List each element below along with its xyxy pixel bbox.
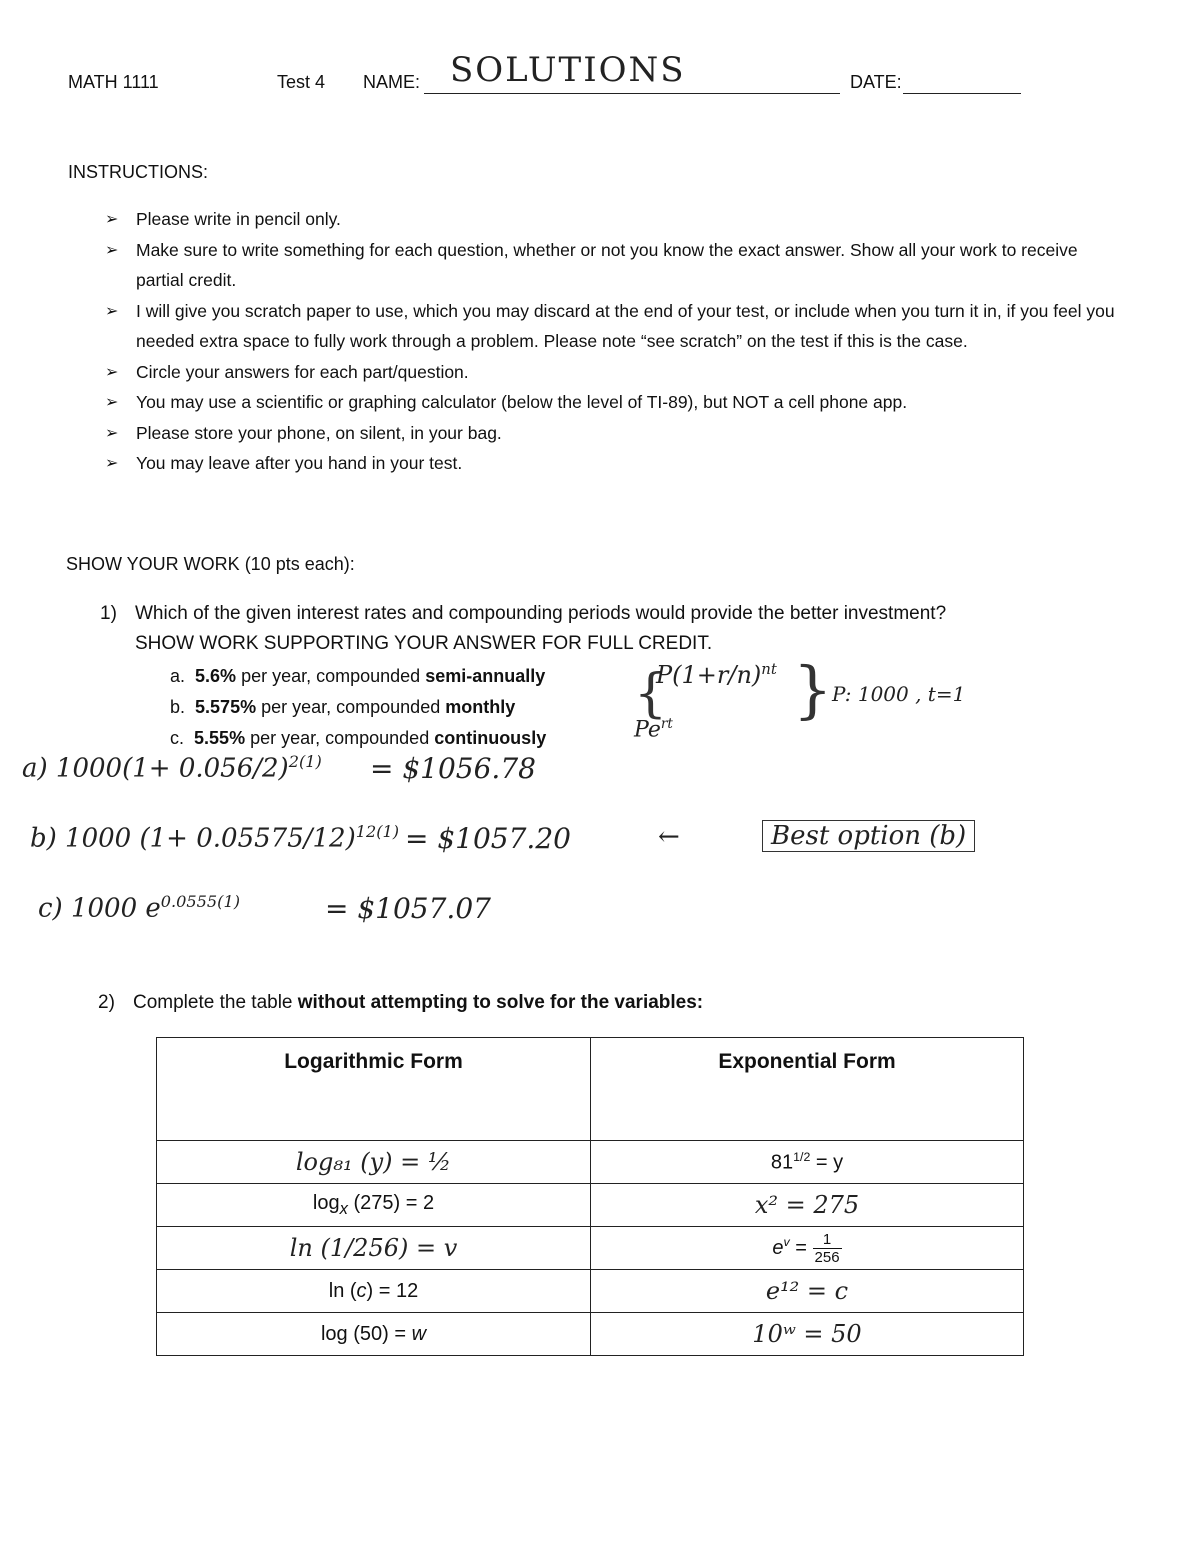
work-b: b) 1000 $(1+ 0.05575/12)^{12(1)}$ [30, 822, 400, 854]
table-row [157, 1141, 1024, 1184]
instruction-item: ➢ You may use a scientific or graphing calculator (below the level of TI-89), but NOT a cell phone app. [105, 387, 1120, 418]
show-work-title: SHOW YOUR WORK [66, 554, 240, 574]
given-values: P: 1000 , t=1 [832, 682, 966, 706]
work-c: c) 1000 $e^{0.0555(1)}$ [38, 892, 240, 924]
q1-subtext: SHOW WORK SUPPORTING YOUR ANSWER FOR FULL CREDIT. [135, 633, 713, 654]
right-brace: } [793, 653, 833, 726]
arrow-icon: ← [658, 822, 680, 852]
table-row [157, 1313, 1024, 1356]
option-mid: per year, compounded [256, 697, 446, 717]
work-a: a) $1000(1+ 0.056/2)^{2(1)}$ [22, 752, 322, 784]
exp-cell: e¹² = c [591, 1270, 1024, 1313]
option-letter: c. [170, 728, 185, 748]
option-rate: 5.6% [195, 666, 237, 686]
course-label: MATH 1111 [68, 72, 159, 92]
q1-option-b [170, 692, 515, 723]
option-rate: 5.55% [194, 728, 246, 748]
option-letter: a. [170, 666, 186, 686]
show-work-points: (10 pts each): [244, 554, 355, 574]
instructions-list [105, 204, 1120, 479]
fraction: $\frac{1}{256}$ [814, 1230, 840, 1266]
instruction-item: ➢ Please write in pencil only. [105, 204, 1120, 235]
forms-table [156, 1037, 1024, 1356]
instruction-item: ➢ You may leave after you hand in your test. [105, 448, 1120, 479]
q1-text: Which of the given interest rates and compounding periods would provide the better investment? [135, 603, 947, 624]
log-cell: ln (1/256) = v [157, 1227, 591, 1270]
exp-cell: 10ʷ = 50 [591, 1313, 1024, 1356]
date-label: DATE: [850, 72, 902, 92]
log-cell: log₈₁ (y) = ½ [157, 1141, 591, 1184]
name-line [424, 93, 840, 94]
instructions-heading: INSTRUCTIONS: [68, 162, 209, 182]
date-line [903, 93, 1021, 94]
exp-cell: $e^v$ = $\frac{1}{256}$ [591, 1227, 1024, 1270]
header-exp: Exponential Form [591, 1038, 1024, 1141]
q1-option-a [170, 661, 545, 692]
option-mid: per year, compounded [245, 728, 435, 748]
work-c-result: = $1057.07 [325, 892, 491, 925]
header-log: Logarithmic Form [157, 1038, 591, 1141]
log-cell: ln (c) = 12 [157, 1270, 591, 1313]
instruction-item: ➢ Circle your answers for each part/question. [105, 357, 1120, 388]
formula-continuous: $Pe^{rt}$ [634, 716, 673, 743]
q2-number: 2) [98, 992, 115, 1013]
log-cell: log (50) = w [157, 1313, 591, 1356]
option-period: continuously [434, 728, 547, 748]
work-b-result: = $1057.20 [405, 822, 571, 855]
q1-option-c [170, 723, 546, 754]
option-mid: per year, compounded [236, 666, 426, 686]
table-row [157, 1227, 1024, 1270]
option-period: semi-annually [425, 666, 546, 686]
test-label: Test 4 [277, 72, 326, 92]
show-work-heading [66, 554, 355, 575]
left-brace: { [634, 664, 668, 724]
name-value: SOLUTIONS [450, 50, 686, 90]
instruction-item: ➢ Make sure to write something for each question, whether or not you know the exact answer. Show all your work to receive partial credit. [105, 235, 1120, 296]
option-letter: b. [170, 697, 186, 717]
option-rate: 5.575% [195, 697, 257, 717]
table-row [157, 1184, 1024, 1227]
work-a-result: = $1056.78 [370, 752, 536, 785]
option-period: monthly [445, 697, 516, 717]
table-header-row [157, 1038, 1024, 1141]
best-option-note: Best option (b) [762, 820, 975, 852]
name-label: NAME: [363, 72, 421, 92]
log-cell: $\log_x (275) = 2$ [157, 1184, 591, 1227]
instruction-item: ➢ Please store your phone, on silent, in your bag. [105, 418, 1120, 449]
exp-cell: $81^{1/2} = y$ [591, 1141, 1024, 1184]
q2-text: Complete the table without attempting to solve for the variables: [133, 992, 704, 1013]
exp-cell: x² = 275 [591, 1184, 1024, 1227]
instruction-item: ➢ I will give you scratch paper to use, which you may discard at the end of your test, or include when you turn it in, if you feel you needed extra space to fully work through a problem. Please note “see scratch” on the test if this is the case. [105, 296, 1120, 357]
q1-number: 1) [100, 603, 117, 624]
table-row [157, 1270, 1024, 1313]
formula-periodic: $P(1+r/n)^{nt}$ [656, 660, 777, 689]
